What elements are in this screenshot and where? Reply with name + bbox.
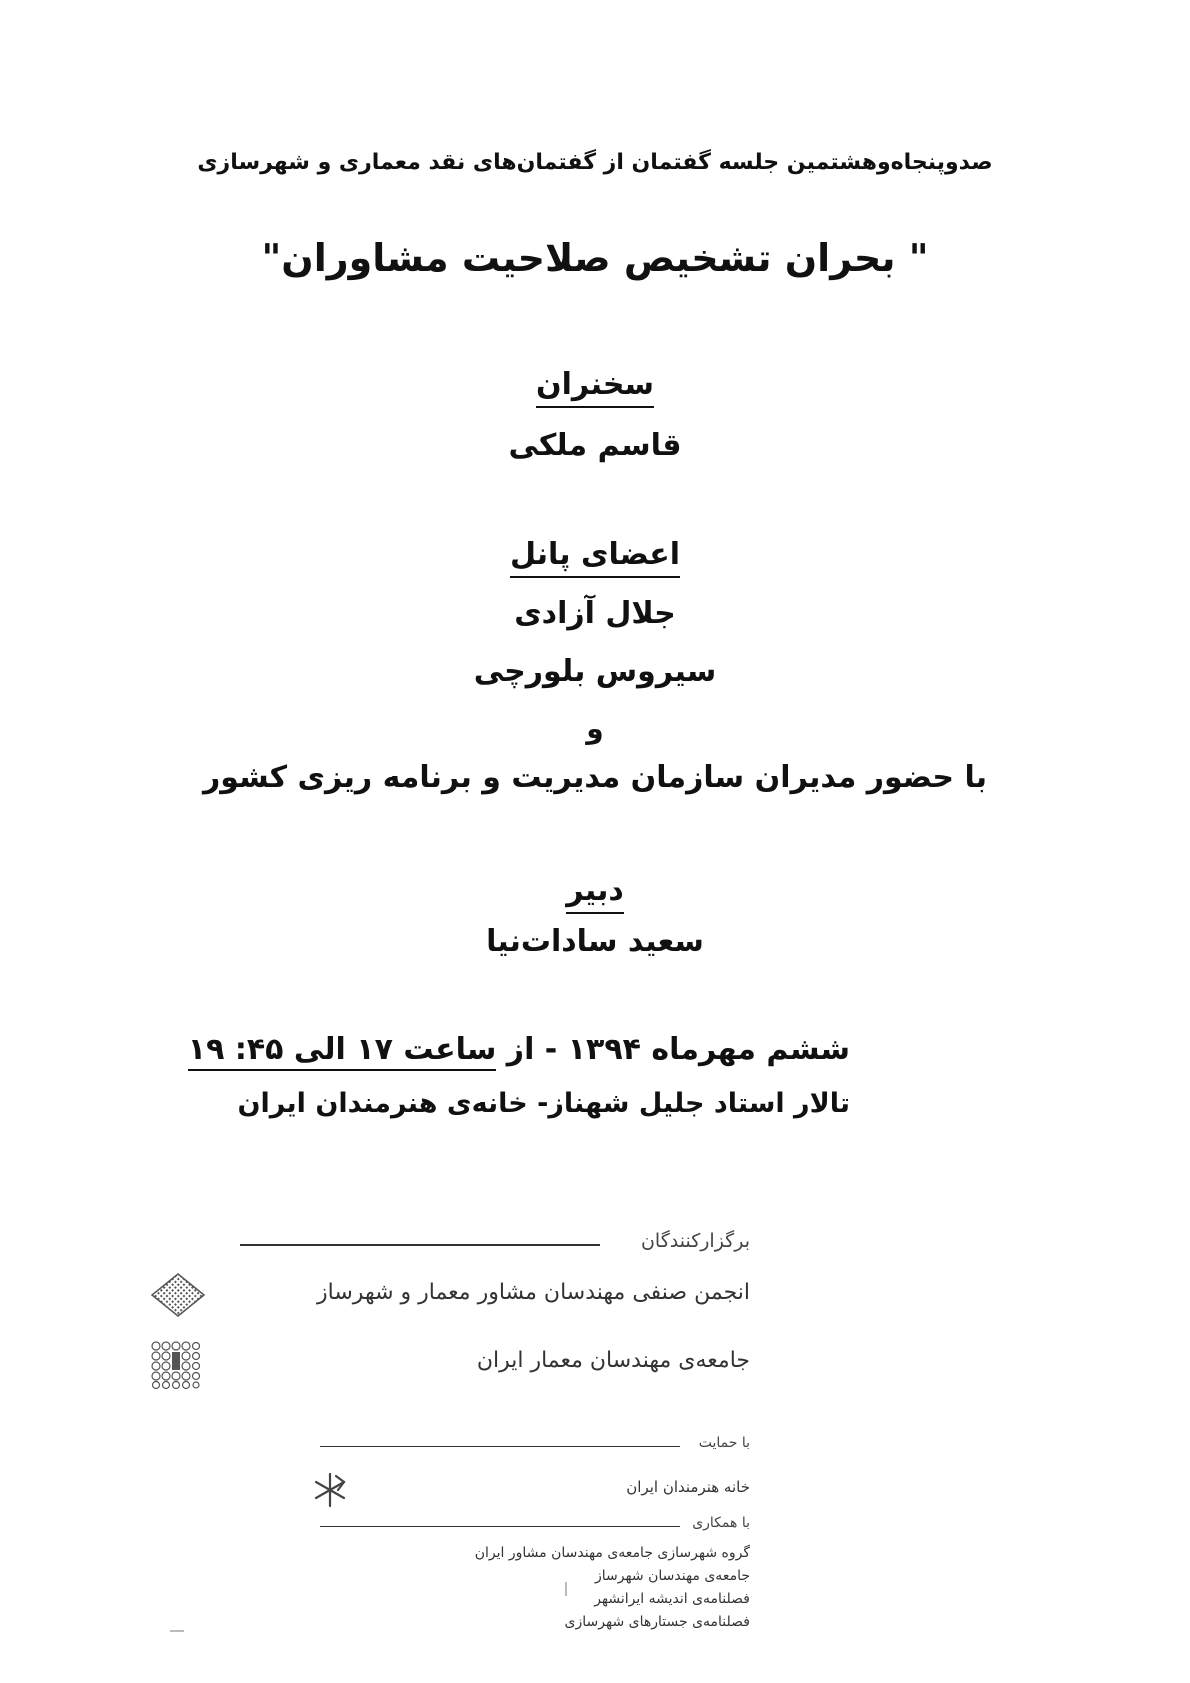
presence-note: با حضور مدیران سازمان مدیریت و برنامه ریزی کشور [202,760,987,795]
panel-member: سیروس بلورچی [473,654,717,689]
divider [320,1446,680,1447]
event-date-time [188,1032,850,1067]
scan-speck [170,1630,184,1632]
speaker-heading [0,366,1190,408]
secretary-name: سعید سادات‌نیا [486,924,704,959]
support-heading-label: با حمایت [698,1435,750,1451]
list-item: گروه شهرسازی جامعه‌ی مهندسان مشاور ایران [474,1545,750,1561]
organizer-item [150,1340,750,1386]
list-item: جامعه‌ی مهندسان شهرساز [594,1568,750,1584]
panel-heading [0,536,1190,578]
collaboration-heading [310,1515,750,1537]
panel-member: جلال آزادی [514,596,676,631]
supporter-name: خانه هنرمندان ایران [626,1478,750,1496]
scan-speck [565,1582,567,1596]
conjunction: و [586,712,604,745]
list-item: فصلنامه‌ی جستارهای شهرسازی [564,1614,750,1630]
divider [320,1526,680,1527]
speaker-name: قاسم ملکی [508,428,682,463]
support-heading [310,1435,750,1457]
event-date: ششم مهرماه ۱۳۹۴ - از [496,1032,850,1067]
support-item [310,1470,750,1510]
event-time: ساعت ۱۷ الی ۴۵: ۱۹ [188,1032,497,1071]
event-venue: تالار استاد جلیل شهناز- خانه‌ی هنرمندان ایران [237,1088,850,1119]
collaboration-heading-label: با همکاری [692,1515,750,1531]
organizer-item [150,1272,750,1318]
collaboration-list [310,1542,750,1634]
diamond-lattice-logo-icon [150,1272,206,1318]
organizers-heading [230,1230,750,1260]
event-title: " بحران تشخیص صلاحیت مشاوران" [261,236,929,280]
credits-block [150,1230,750,1630]
series-line: صدوپنجاه‌وهشتمین جلسه گفتمان از گفتمان‌های نقد معماری و شهرسازی [197,150,993,175]
star-arrow-logo-icon [310,1470,350,1510]
organizer-name: انجمن صنفی مهندسان مشاور معمار و شهرساز [317,1280,750,1305]
list-item: فصلنامه‌ی اندیشه ایرانشهر [594,1591,750,1607]
speaker-heading-text: سخنران [536,366,654,408]
organizers-heading-label: برگزارکنندگان [640,1230,750,1252]
organizer-name: جامعه‌ی مهندسان معمار ایران [476,1348,750,1373]
secretary-heading-text: دبیر [566,872,624,914]
divider [240,1244,600,1246]
grid-circles-logo-icon [150,1340,200,1390]
panel-heading-text: اعضای پانل [510,536,680,578]
secretary-heading [0,872,1190,914]
